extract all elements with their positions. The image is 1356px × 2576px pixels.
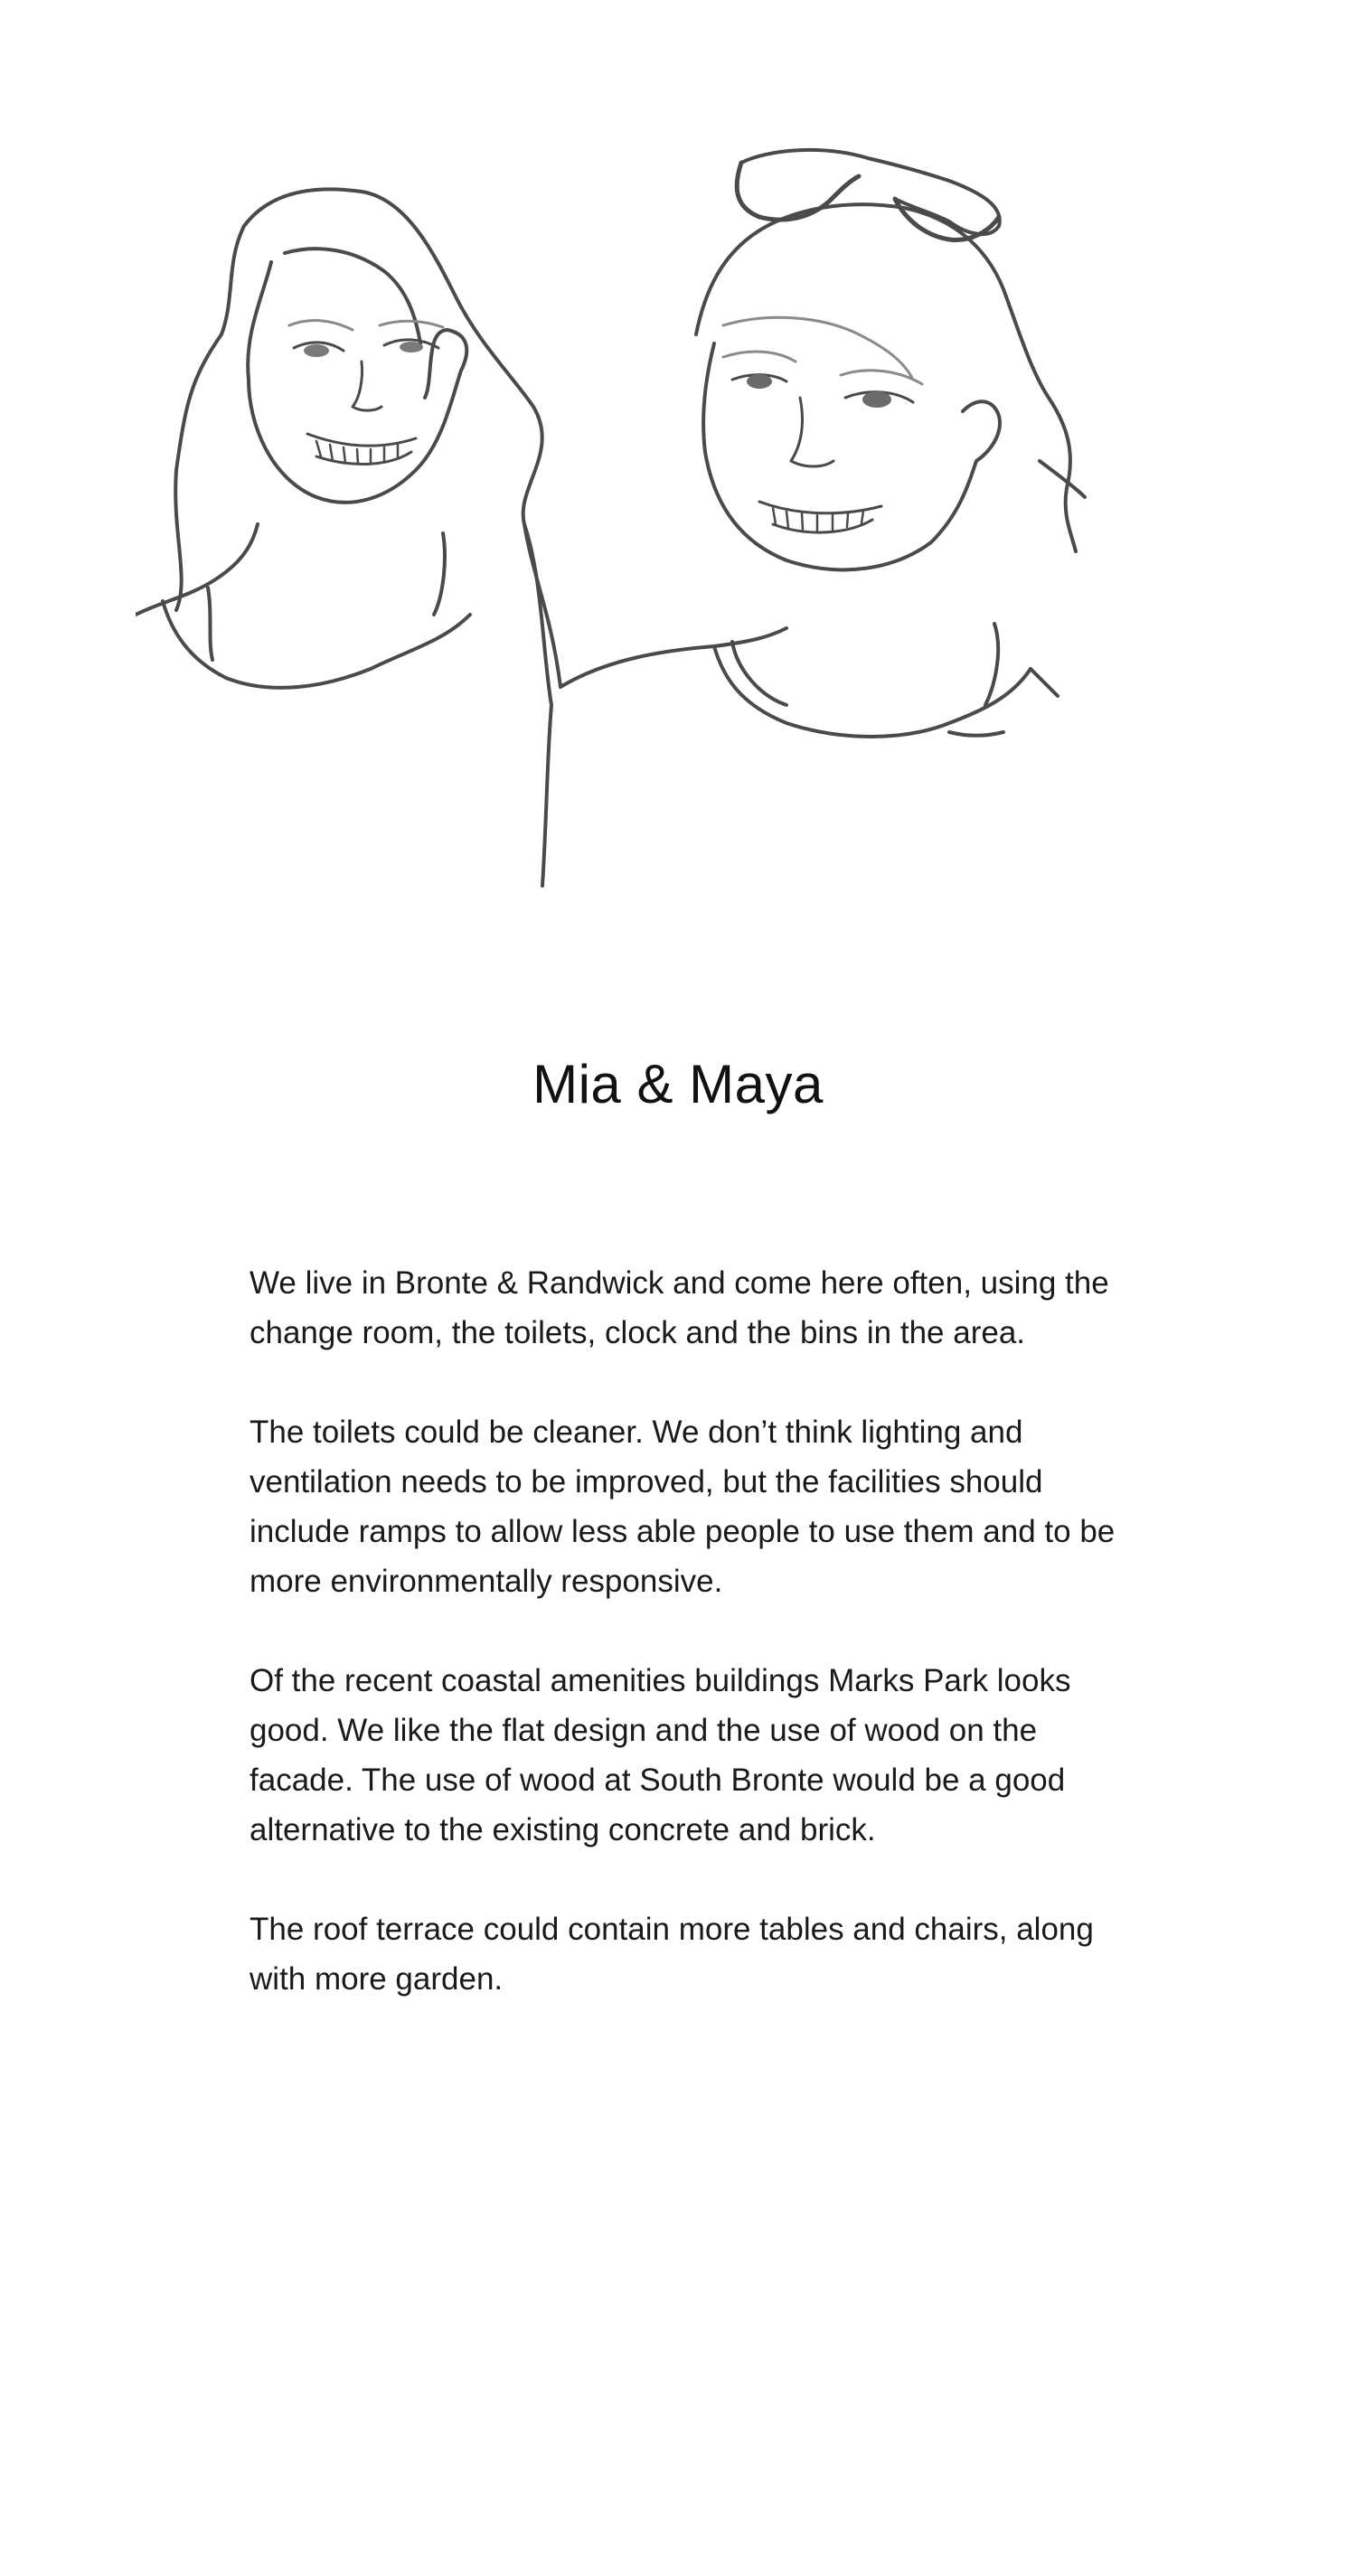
paragraph: The roof terrace could contain more tables and chairs, along with more garden. <box>250 1912 1094 1997</box>
left-figure <box>136 189 560 886</box>
portrait-sketch-icon <box>136 108 1220 922</box>
page-title: Mia & Maya <box>532 1054 824 1114</box>
portrait-illustration <box>136 108 1220 922</box>
right-figure <box>560 150 1085 737</box>
paragraph: Of the recent coastal amenities buildings Marks Park looks good. We like the flat design and the use of wood on the facade. The use of wood at South Bronte would be a good alternative to the existing concrete and brick. <box>250 1663 1071 1847</box>
paragraph: We live in Bronte & Randwick and come here often, using the change room, the toilets, clock and the bins in the area. <box>250 1265 1109 1350</box>
paragraph: The toilets could be cleaner. We don’t think lighting and ventilation needs to be improved, but the facilities should include ramps to allow less able people to use them and to be more environmentally responsive. <box>250 1415 1116 1599</box>
body-text <box>250 1258 1117 2054</box>
